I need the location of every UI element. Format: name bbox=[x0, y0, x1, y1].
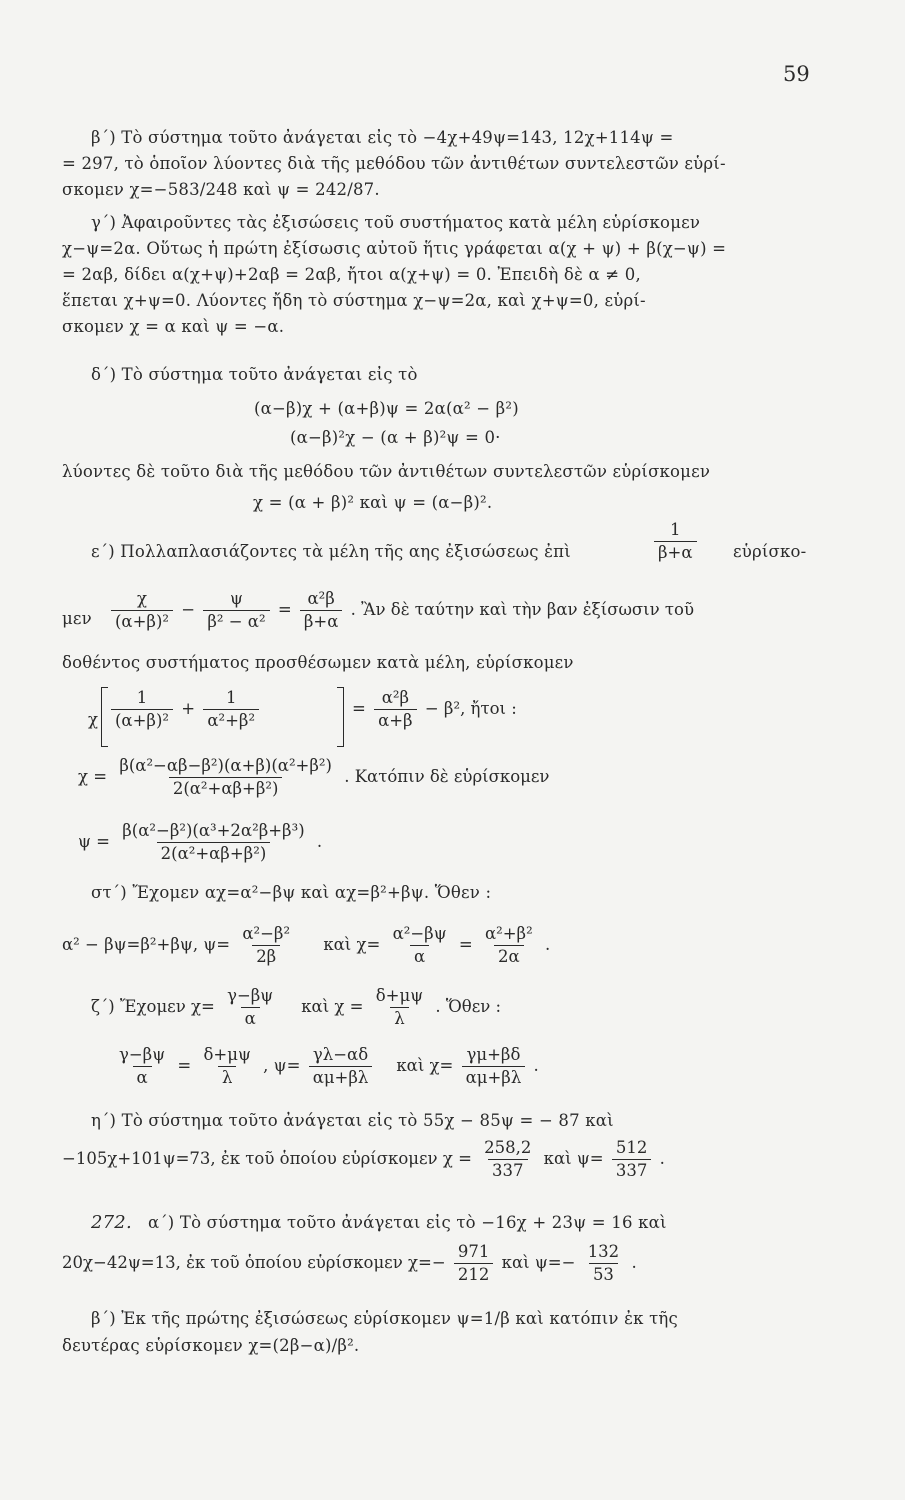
fraction-denominator: α+β bbox=[374, 709, 417, 731]
fraction-numerator: α²−βψ bbox=[392, 924, 447, 943]
problem-272-end: . bbox=[631, 1253, 637, 1272]
plus-sign: + bbox=[181, 699, 196, 718]
problem-272-line-4: δευτέρας εὑρίσκομεν χ=(2β−α)/β². bbox=[62, 1336, 360, 1355]
equals-sign: = bbox=[277, 600, 292, 619]
fraction-denominator: (α+β)² bbox=[111, 610, 173, 632]
problem-272-kai: καὶ ψ=− bbox=[501, 1253, 576, 1272]
fraction-numerator: γ−βψ bbox=[119, 1045, 166, 1064]
left-bracket bbox=[101, 687, 108, 747]
fraction-numerator: δ+μψ bbox=[375, 986, 424, 1005]
fraction-denominator: β² − α² bbox=[203, 610, 269, 632]
fraction-numerator: 1 bbox=[670, 520, 681, 539]
problem-272-line-1: α΄) Τὸ σύστημα τοῦτο ἀνάγεται εἰς τὸ −16χ + 23ψ = 16 καὶ bbox=[148, 1213, 667, 1232]
delta-line-2: λύοντες δὲ τοῦτο διὰ τῆς μεθόδου τῶν ἀντιθέτων συντελεστῶν εὑρίσκομεν bbox=[62, 462, 711, 481]
epsilon-fraction-1 bbox=[651, 520, 700, 563]
fraction-numerator: χ bbox=[137, 589, 147, 608]
fraction-denominator: λ bbox=[218, 1066, 236, 1088]
equals-sign: = bbox=[458, 935, 473, 954]
y-solution bbox=[78, 821, 322, 864]
fraction-denominator: 337 bbox=[612, 1159, 652, 1181]
epsilon-line-1: ε΄) Πολλαπλασιάζοντες τὰ μέλη τῆς αης ἐξισώσεως ἐπὶ bbox=[91, 542, 571, 561]
eta-line-1: η΄) Τὸ σύστημα τοῦτο ἀνάγεται εἰς τὸ 55χ − 85ψ = − 87 καὶ bbox=[91, 1111, 614, 1130]
fraction-denominator: αμ+βλ bbox=[462, 1066, 526, 1088]
epsilon-line-1-end: εὑρίσκο- bbox=[733, 542, 807, 561]
zeta-line-1 bbox=[91, 986, 501, 1029]
gamma-line-5: σκομεν χ = α καὶ ψ = −α. bbox=[62, 317, 285, 336]
fraction-denominator: 2α bbox=[494, 945, 524, 967]
y-lhs: ψ = bbox=[78, 832, 111, 851]
fraction-numerator: α²β bbox=[307, 589, 335, 608]
epsilon-line-2-end: . Ἂν δὲ ταύτην καὶ τὴν βαν ἐξίσωσιν τοῦ bbox=[350, 600, 695, 619]
minus-sign: − bbox=[181, 600, 196, 619]
fraction-numerator: 132 bbox=[587, 1242, 620, 1261]
fraction-denominator: 2(α²+αβ+β²) bbox=[157, 842, 271, 864]
x-tail: . Κατόπιν δὲ εὑρίσκομεν bbox=[344, 767, 550, 786]
zeta-line-1-start: ζ΄) Ἔχομεν χ= bbox=[91, 997, 215, 1016]
epsilon-line-2-start: μεν bbox=[62, 609, 92, 628]
bracket-equation-rhs bbox=[352, 688, 517, 731]
equals-sign: = bbox=[352, 699, 366, 718]
problem-number: 272. bbox=[91, 1212, 132, 1233]
fraction-numerator: β(α²−β²)(α³+2α²β+β³) bbox=[122, 821, 305, 840]
fraction-numerator: β(α²−αβ−β²)(α+β)(α²+β²) bbox=[119, 756, 332, 775]
delta-equation-3: χ = (α + β)² καὶ ψ = (α−β)². bbox=[253, 493, 493, 512]
fraction-denominator: 53 bbox=[589, 1263, 618, 1285]
zeta-kai-2: καὶ χ= bbox=[396, 1056, 454, 1075]
eta-line-2 bbox=[62, 1138, 665, 1181]
bracket-equation-tail: − β², ἤτοι : bbox=[424, 699, 517, 718]
chi-symbol: χ bbox=[88, 710, 98, 729]
problem-272-line-2 bbox=[62, 1242, 637, 1285]
fraction-denominator: λ bbox=[390, 1007, 408, 1029]
fraction-numerator: α²β bbox=[381, 688, 409, 707]
gamma-line-1: γ΄) Ἀφαιροῦντες τὰς ἐξισώσεις τοῦ συστήματος κατὰ μέλη εὑρίσκομεν bbox=[91, 213, 701, 232]
fraction-denominator: αμ+βλ bbox=[309, 1066, 373, 1088]
beta-line-2: = 297, τὸ ὁποῖον λύοντες διὰ τῆς μεθόδου τῶν ἀντιθέτων συντελεστῶν εὑρί- bbox=[62, 154, 726, 173]
x-solution bbox=[78, 756, 549, 799]
zeta-end: . bbox=[533, 1056, 539, 1075]
page-number: 59 bbox=[783, 62, 810, 86]
delta-line-1: δ΄) Τὸ σύστημα τοῦτο ἀνάγεται εἰς τὸ bbox=[91, 365, 418, 384]
eta-kai: καὶ ψ= bbox=[543, 1149, 604, 1168]
right-bracket bbox=[337, 687, 344, 747]
eta-line-2-start: −105χ+101ψ=73, ἐκ τοῦ ὁποίου εὑρίσκομεν χ = bbox=[62, 1149, 472, 1168]
fraction-numerator: α²−β² bbox=[242, 924, 291, 943]
x-lhs: χ = bbox=[78, 767, 108, 786]
gamma-line-4: ἕπεται χ+ψ=0. Λύοντες ἤδη τὸ σύστημα χ−ψ=2α, καὶ χ+ψ=0, εὑρί- bbox=[62, 291, 646, 310]
st-line-2-start: α² − βψ=β²+βψ, ψ= bbox=[62, 935, 231, 954]
fraction-numerator: γ−βψ bbox=[227, 986, 274, 1005]
problem-272-line-3: β΄) Ἐκ τῆς πρώτης ἐξισώσεως εὑρίσκομεν ψ=1/β καὶ κατόπιν ἐκ τῆς bbox=[91, 1309, 678, 1328]
fraction-denominator: 2(α²+αβ+β²) bbox=[169, 777, 283, 799]
y-tail: . bbox=[316, 832, 323, 851]
problem-272-line-2-start: 20χ−42ψ=13, ἐκ τοῦ ὁποίου εὑρίσκομεν χ=− bbox=[62, 1253, 446, 1272]
st-line-2 bbox=[62, 924, 550, 967]
epsilon-line-3: δοθέντος συστήματος προσθέσωμεν κατὰ μέλη, εὑρίσκομεν bbox=[62, 653, 574, 672]
gamma-line-2: χ−ψ=2α. Οὕτως ἡ πρώτη ἐξίσωσις αὐτοῦ ἥτις γράφεται α(χ + ψ) + β(χ−ψ) = bbox=[62, 239, 727, 258]
fraction-denominator: α²+β² bbox=[203, 709, 259, 731]
st-end: . bbox=[544, 935, 551, 954]
beta-line-3: σκομεν χ=−583/248 καὶ ψ = 242/87. bbox=[62, 180, 380, 199]
zeta-line-2 bbox=[112, 1045, 539, 1088]
fraction-numerator: γμ+βδ bbox=[466, 1045, 521, 1064]
fraction-numerator: ψ bbox=[229, 589, 243, 608]
gamma-line-3: = 2αβ, δίδει α(χ+ψ)+2αβ = 2αβ, ἤτοι α(χ+ψ) = 0. Ἐπειδὴ δὲ α ≠ 0, bbox=[62, 265, 641, 284]
fraction-denominator: β+α bbox=[654, 541, 697, 563]
delta-equation-1: (α−β)χ + (α+β)ψ = 2α(α² − β²) bbox=[254, 399, 519, 418]
delta-equation-2: (α−β)²χ − (α + β)²ψ = 0· bbox=[290, 428, 501, 447]
fraction-denominator: α bbox=[410, 945, 429, 967]
fraction-numerator: 1 bbox=[225, 688, 237, 707]
fraction-denominator: 337 bbox=[488, 1159, 528, 1181]
epsilon-equation-line-2 bbox=[108, 589, 694, 632]
st-line-1: στ΄) Ἔχομεν αχ=α²−βψ καὶ αχ=β²+βψ. Ὅθεν : bbox=[91, 883, 492, 902]
fraction-numerator: γλ−αδ bbox=[312, 1045, 369, 1064]
beta-line-1: β΄) Τὸ σύστημα τοῦτο ἀνάγεται εἰς τὸ −4χ+49ψ=143, 12χ+114ψ = bbox=[91, 128, 674, 147]
fraction-numerator: 512 bbox=[615, 1138, 648, 1157]
fraction-denominator: β+α bbox=[300, 610, 343, 632]
bracket-equation bbox=[108, 688, 262, 731]
st-kai: καὶ χ= bbox=[323, 935, 381, 954]
fraction-denominator: 212 bbox=[454, 1263, 494, 1285]
fraction-numerator: 971 bbox=[457, 1242, 490, 1261]
zeta-line-1-end: . Ὅθεν : bbox=[435, 997, 502, 1016]
zeta-psi: , ψ= bbox=[263, 1056, 301, 1075]
zeta-kai: καὶ χ = bbox=[301, 997, 364, 1016]
fraction-denominator: 2β bbox=[252, 945, 280, 967]
fraction-denominator: α bbox=[133, 1066, 152, 1088]
fraction-numerator: α²+β² bbox=[484, 924, 533, 943]
fraction-denominator: α bbox=[241, 1007, 260, 1029]
fraction-numerator: 258,2 bbox=[484, 1138, 532, 1157]
fraction-numerator: 1 bbox=[136, 688, 148, 707]
fraction-numerator: δ+μψ bbox=[203, 1045, 251, 1064]
eta-end: . bbox=[659, 1149, 665, 1168]
equals-sign: = bbox=[177, 1056, 192, 1075]
fraction-denominator: (α+β)² bbox=[111, 709, 173, 731]
